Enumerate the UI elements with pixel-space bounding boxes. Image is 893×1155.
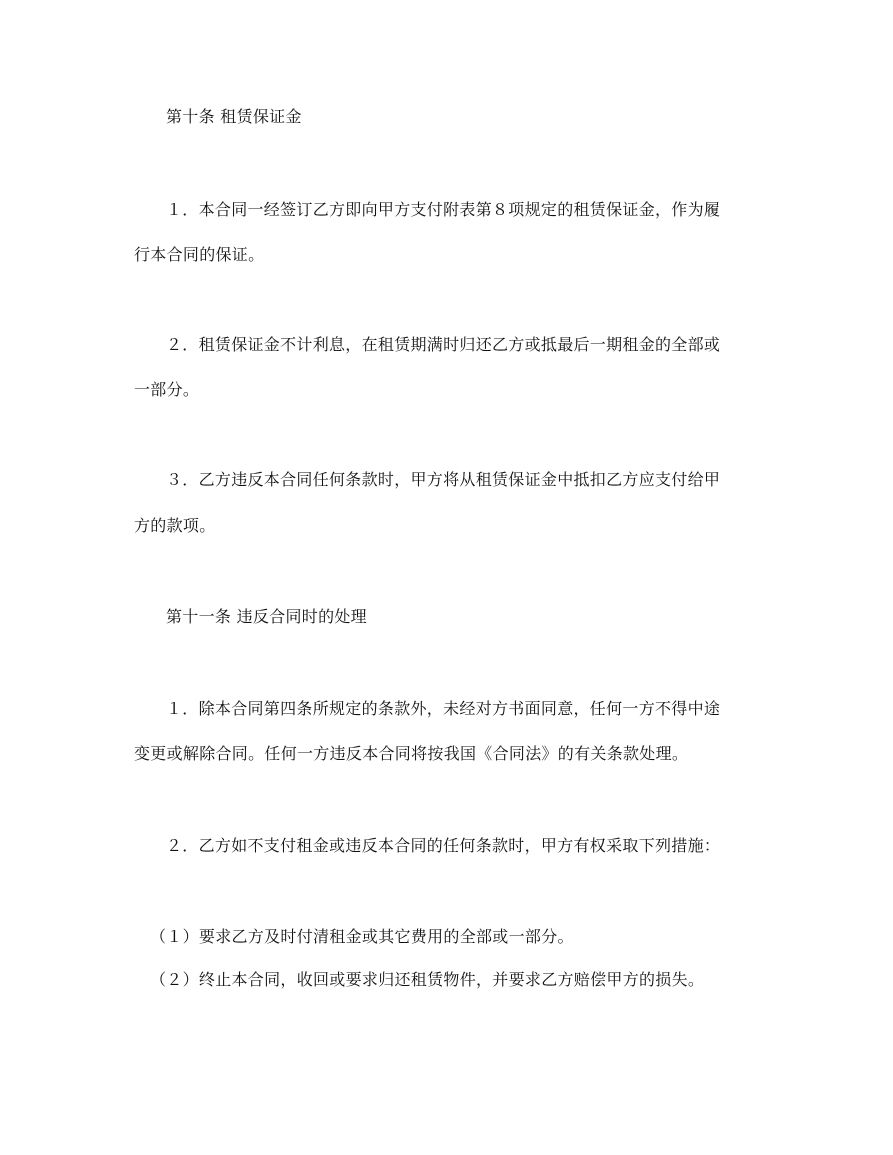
article-11-clause-2-line-1: ２．乙方如不支付租金或违反本合同的任何条款时，甲方有权采取下列措施： — [166, 836, 721, 855]
article-11-clause-1-line-2: 变更或解除合同。任何一方违反本合同将按我国《合同法》的有关条款处理。 — [134, 744, 689, 763]
article-10-clause-2-line-2: 一部分。 — [134, 380, 200, 399]
article-10-heading: 第十条 租赁保证金 — [166, 107, 302, 126]
article-11-measure-1: （１）要求乙方及时付清租金或其它费用的全部或一部分。 — [150, 927, 574, 946]
article-11-measure-2: （２）终止本合同，收回或要求归还租赁物件，并要求乙方赔偿甲方的损失。 — [150, 970, 705, 989]
article-10-clause-3-line-2: 方的款项。 — [134, 516, 216, 535]
article-10-clause-2-line-1: ２．租赁保证金不计利息，在租赁期满时归还乙方或抵最后一期租金的全部或 — [166, 335, 721, 354]
article-10-clause-3-line-1: ３．乙方违反本合同任何条款时，甲方将从租赁保证金中抵扣乙方应支付给甲 — [166, 470, 721, 489]
article-11-clause-1-line-1: １．除本合同第四条所规定的条款外，未经对方书面同意，任何一方不得中途 — [166, 699, 721, 718]
article-10-clause-1-line-2: 行本合同的保证。 — [134, 245, 265, 264]
article-10-clause-1-line-1: １．本合同一经签订乙方即向甲方支付附表第８项规定的租赁保证金，作为履 — [166, 200, 721, 219]
article-11-heading: 第十一条 违反合同时的处理 — [166, 607, 367, 626]
